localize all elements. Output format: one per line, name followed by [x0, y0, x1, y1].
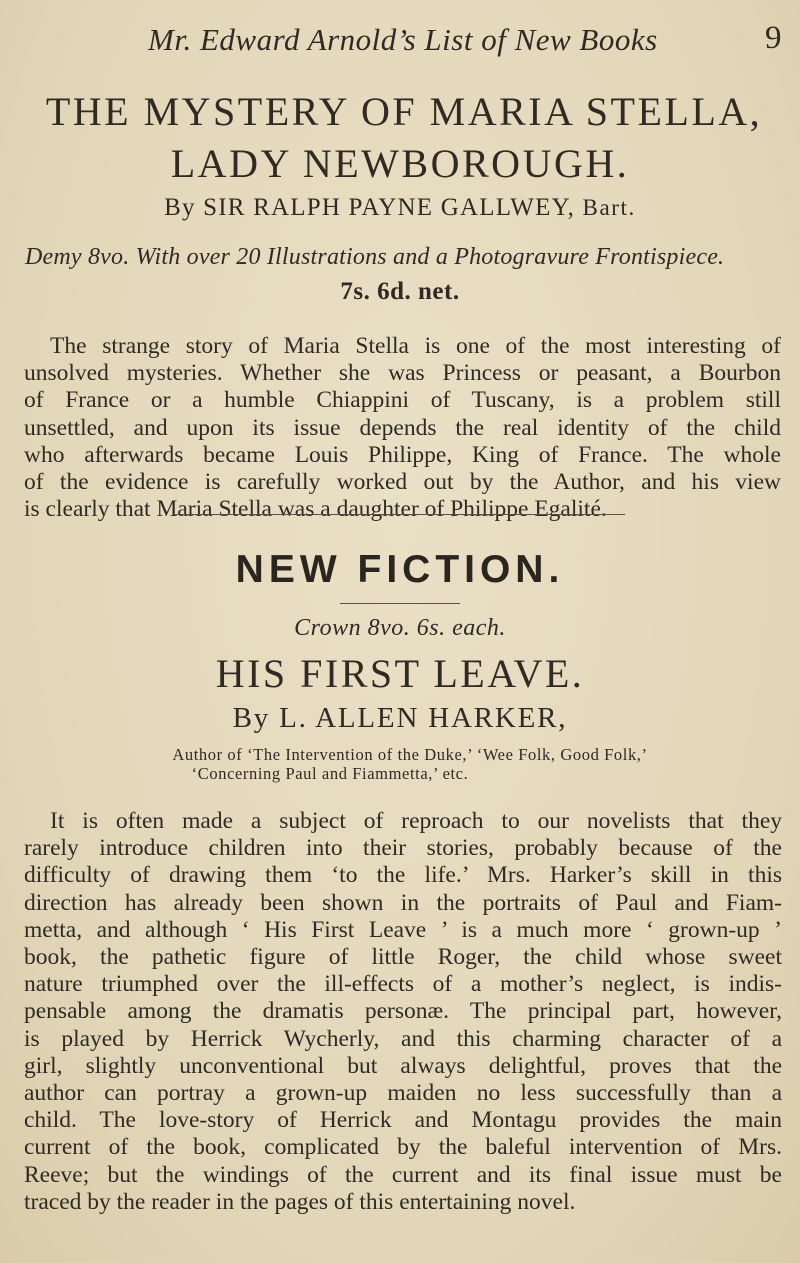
description-line: of France or a humble Chiappini of Tuscany, is a problem still	[24, 387, 781, 414]
price: 7s. 6d. net.	[340, 278, 460, 305]
description-line: The strange story of Maria Stella is one of the most interesting of	[50, 333, 781, 359]
description-line: is clearly that Maria Stella was a daughter of Philippe Egalité.	[24, 496, 607, 523]
description-line: is played by Herrick Wycherly, and this charming character of a	[24, 1025, 782, 1052]
previous-works-line: Author of ‘The Intervention of the Duke,’ ‘Wee Folk, Good Folk,’	[172, 745, 648, 764]
description-line: nature triumphed over the ill-effects of a mother’s neglect, is indis-	[24, 971, 782, 998]
description-line: pensable among the dramatis personæ. The principal part, however,	[24, 998, 782, 1025]
description-line: unsolved mysteries. Whether she was Princess or peasant, a Bourbon	[24, 360, 781, 387]
book-title-line-2: LADY NEWBOROUGH.	[170, 141, 630, 186]
running-title: Mr. Edward Arnold’s List of New Books	[148, 22, 658, 57]
heading-underline	[340, 603, 460, 604]
author-byline: By L. ALLEN HARKER,	[232, 702, 568, 734]
description-line: child. The love-story of Herrick and Montagu provides the main	[24, 1107, 782, 1134]
author-title: Bart.	[582, 195, 636, 220]
page-number: 9	[765, 20, 782, 56]
description-line: current of the book, complicated by the baleful intervention of Mrs.	[24, 1134, 782, 1161]
description-line: difficulty of drawing them ‘to the life.’ Mrs. Harker’s skill in this	[24, 862, 782, 889]
description-line: metta, and although ‘ His First Leave ’ is a much more ‘ grown-up ’	[24, 916, 782, 943]
author-name: SIR RALPH PAYNE GALLWEY,	[203, 194, 583, 221]
book-title: HIS FIRST LEAVE.	[215, 651, 585, 696]
author-byline	[0, 194, 800, 222]
running-head	[0, 22, 800, 62]
description-line: rarely introduce children into their stories, probably because of the	[24, 835, 782, 862]
format-and-price: Crown 8vo. 6s. each.	[294, 615, 506, 641]
author-previous-works	[0, 745, 800, 783]
description-line: author can portray a grown-up maiden no less successfully than a	[24, 1080, 782, 1107]
edition-details: Demy 8vo. With over 20 Illustrations and a Photogravure Frontispiece.	[25, 244, 725, 270]
byline-prefix: By	[164, 194, 204, 221]
description-line: It is often made a subject of reproach to our novelists that they	[50, 808, 782, 834]
description-line: of the evidence is carefully worked out by the Author, and his view	[24, 469, 781, 496]
section-divider	[175, 514, 625, 515]
description-line: direction has already been shown in the portraits of Paul and Fiam-	[24, 889, 782, 916]
description-line: traced by the reader in the pages of this entertaining novel.	[24, 1188, 576, 1215]
description-line: girl, slightly unconventional but always delightful, proves that the	[24, 1052, 782, 1079]
description-line: Reeve; but the windings of the current and its final issue must be	[24, 1161, 782, 1188]
section-heading: NEW FICTION.	[235, 548, 565, 591]
previous-works-line: ‘Concerning Paul and Fiammetta,’ etc.	[191, 764, 469, 783]
book-description	[24, 333, 781, 523]
description-line: who afterwards became Louis Philippe, King of France. The whole	[24, 441, 781, 468]
book-description	[24, 808, 782, 1216]
book-title-line-1: THE MYSTERY OF MARIA STELLA,	[45, 89, 763, 134]
description-line: book, the pathetic figure of little Roger, the child whose sweet	[24, 944, 782, 971]
description-line: unsettled, and upon its issue depends the real identity of the child	[24, 414, 781, 441]
